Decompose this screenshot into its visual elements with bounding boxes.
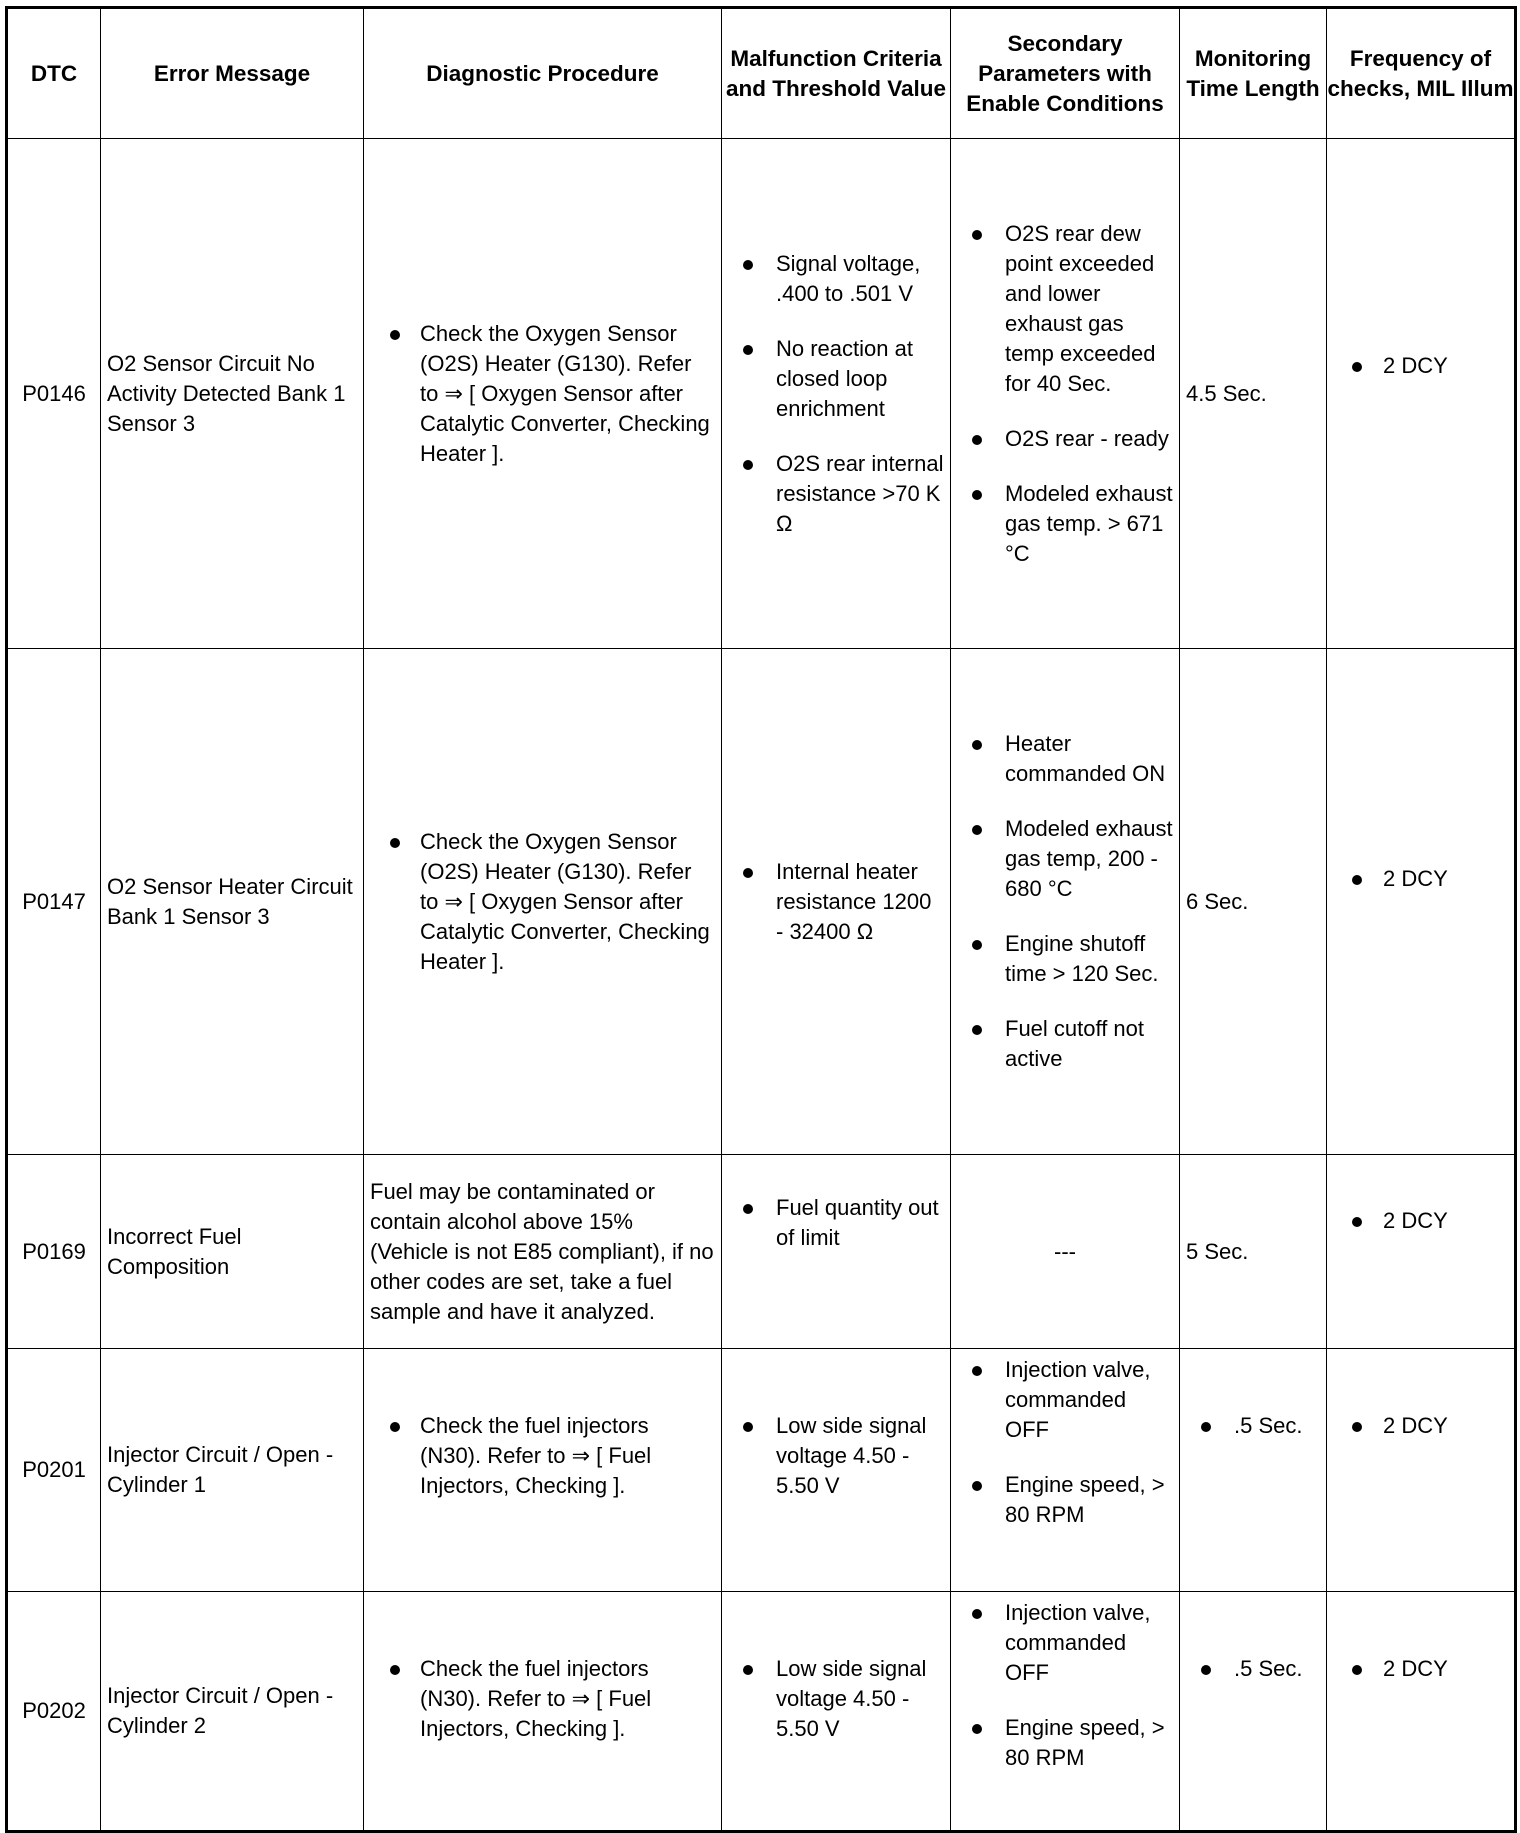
- dtc-code: P0146: [7, 139, 101, 649]
- header-error-message: Error Message: [101, 8, 364, 139]
- frequency: [1327, 1155, 1516, 1349]
- criteria-item: Internal heater resistance 1200 - 32400 Ω: [722, 857, 944, 947]
- error-message: O2 Sensor Circuit No Activity Detected Bank 1 Sensor 3: [101, 139, 364, 649]
- monitoring-time-item: .5 Sec.: [1180, 1654, 1320, 1684]
- malfunction-criteria: [722, 1592, 951, 1832]
- diagnostic-procedure: [364, 139, 722, 649]
- error-message: O2 Sensor Heater Circuit Bank 1 Sensor 3: [101, 649, 364, 1155]
- dtc-code: P0201: [7, 1349, 101, 1592]
- table-row: [7, 1155, 1516, 1349]
- diagnostic-procedure: [364, 1592, 722, 1832]
- frequency: [1327, 1349, 1516, 1592]
- secondary-item: Fuel cutoff not active: [951, 1014, 1173, 1074]
- monitoring-time: 5 Sec.: [1180, 1155, 1327, 1349]
- header-monitoring-time: Monitoring Time Length: [1180, 8, 1327, 139]
- table-row: [7, 139, 1516, 649]
- secondary-item: Engine shutoff time > 120 Sec.: [951, 929, 1173, 989]
- frequency-item: 2 DCY: [1327, 1654, 1508, 1684]
- malfunction-criteria: [722, 1349, 951, 1592]
- secondary-item: O2S rear - ready: [951, 424, 1173, 454]
- procedure-item: Check the fuel injectors (N30). Refer to ⇒ [ Fuel Injectors, Checking ].: [364, 1654, 715, 1744]
- monitoring-time: 6 Sec.: [1180, 649, 1327, 1155]
- secondary-parameters: ---: [951, 1155, 1180, 1349]
- dtc-table: [5, 6, 1517, 1833]
- monitoring-time: [1180, 1349, 1327, 1592]
- frequency-item: 2 DCY: [1327, 351, 1508, 381]
- secondary-item: Modeled exhaust gas temp, 200 - 680 °C: [951, 814, 1173, 904]
- dtc-code: P0169: [7, 1155, 101, 1349]
- table-row: [7, 1592, 1516, 1832]
- criteria-item: O2S rear internal resistance >70 K Ω: [722, 449, 944, 539]
- secondary-item: Injection valve, commanded OFF: [951, 1598, 1173, 1688]
- frequency-item: 2 DCY: [1327, 1411, 1508, 1441]
- diagnostic-procedure: [364, 1349, 722, 1592]
- secondary-item: O2S rear dew point exceeded and lower exhaust gas temp exceeded for 40 Sec.: [951, 219, 1173, 399]
- frequency: [1327, 649, 1516, 1155]
- criteria-item: Low side signal voltage 4.50 - 5.50 V: [722, 1411, 944, 1501]
- monitoring-time: [1180, 1592, 1327, 1832]
- frequency-item: 2 DCY: [1327, 864, 1508, 894]
- secondary-parameters: [951, 139, 1180, 649]
- error-message: Injector Circuit / Open - Cylinder 2: [101, 1592, 364, 1832]
- frequency-item: 2 DCY: [1327, 1206, 1508, 1236]
- header-frequency: Frequency of checks, MIL Illum: [1327, 8, 1516, 139]
- diagnostic-procedure: Fuel may be contaminated or contain alcohol above 15% (Vehicle is not E85 compliant), if no other codes are set, take a fuel sample and have it analyzed.: [364, 1155, 722, 1349]
- header-secondary-parameters: Secondary Parameters with Enable Conditions: [951, 8, 1180, 139]
- secondary-parameters: [951, 649, 1180, 1155]
- frequency: [1327, 139, 1516, 649]
- header-dtc: DTC: [7, 8, 101, 139]
- dtc-code: P0147: [7, 649, 101, 1155]
- criteria-item: Fuel quantity out of limit: [722, 1193, 944, 1253]
- table-row: [7, 649, 1516, 1155]
- malfunction-criteria: [722, 649, 951, 1155]
- frequency: [1327, 1592, 1516, 1832]
- procedure-item: Check the Oxygen Sensor (O2S) Heater (G130). Refer to ⇒ [ Oxygen Sensor after Catalytic Converter, Checking Heater ].: [364, 827, 715, 977]
- monitoring-time: 4.5 Sec.: [1180, 139, 1327, 649]
- malfunction-criteria: [722, 1155, 951, 1349]
- procedure-item: Check the Oxygen Sensor (O2S) Heater (G130). Refer to ⇒ [ Oxygen Sensor after Catalytic Converter, Checking Heater ].: [364, 319, 715, 469]
- criteria-item: Signal voltage, .400 to .501 V: [722, 249, 944, 309]
- secondary-item: Heater commanded ON: [951, 729, 1173, 789]
- secondary-parameters: [951, 1592, 1180, 1832]
- header-malfunction-criteria: Malfunction Criteria and Threshold Value: [722, 8, 951, 139]
- criteria-item: Low side signal voltage 4.50 - 5.50 V: [722, 1654, 944, 1744]
- malfunction-criteria: [722, 139, 951, 649]
- secondary-item: Engine speed, > 80 RPM: [951, 1713, 1173, 1773]
- error-message: Injector Circuit / Open - Cylinder 1: [101, 1349, 364, 1592]
- secondary-item: Modeled exhaust gas temp. > 671 °C: [951, 479, 1173, 569]
- criteria-item: No reaction at closed loop enrichment: [722, 334, 944, 424]
- secondary-parameters: [951, 1349, 1180, 1592]
- diagnostic-procedure: [364, 649, 722, 1155]
- secondary-item: Engine speed, > 80 RPM: [951, 1470, 1173, 1530]
- table-row: [7, 1349, 1516, 1592]
- monitoring-time-item: .5 Sec.: [1180, 1411, 1320, 1441]
- secondary-item: Injection valve, commanded OFF: [951, 1355, 1173, 1445]
- dtc-code: P0202: [7, 1592, 101, 1832]
- procedure-item: Check the fuel injectors (N30). Refer to ⇒ [ Fuel Injectors, Checking ].: [364, 1411, 715, 1501]
- header-diagnostic-procedure: Diagnostic Procedure: [364, 8, 722, 139]
- header-row: [7, 8, 1516, 139]
- error-message: Incorrect Fuel Composition: [101, 1155, 364, 1349]
